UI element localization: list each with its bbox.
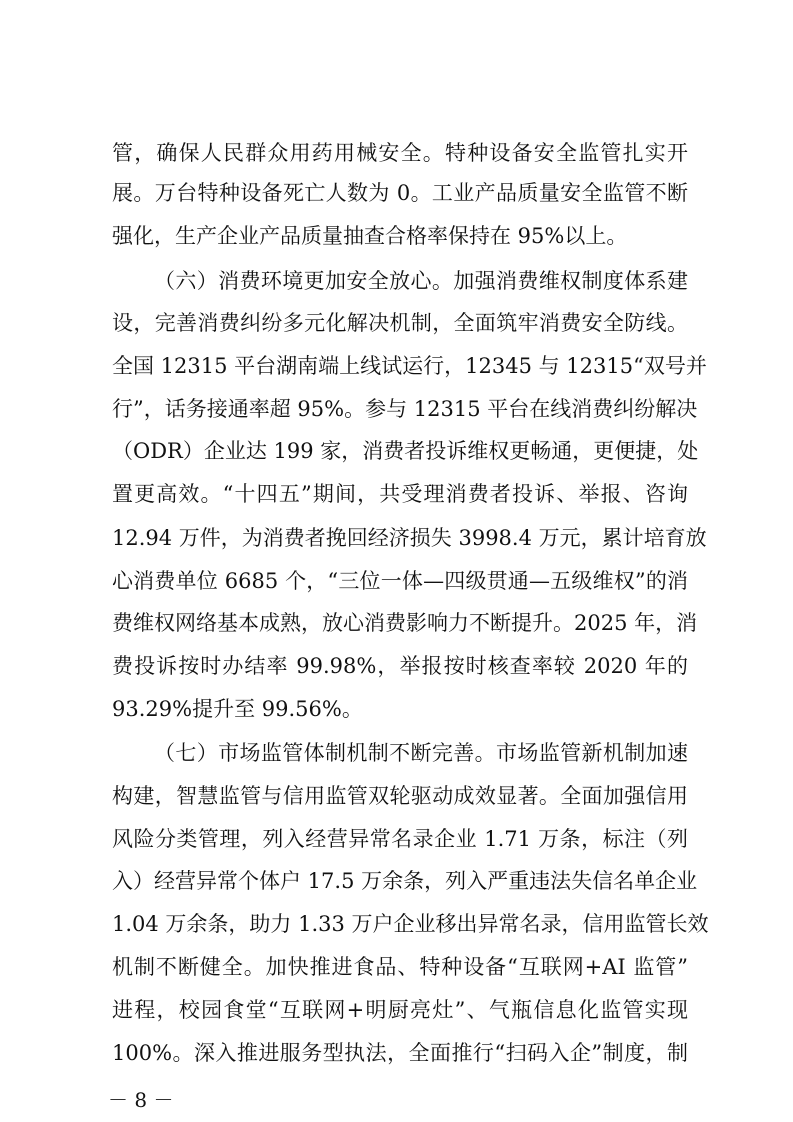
text-line: 管，确保人民群众用药用械安全。特种设备安全监管扎实开 [112,141,688,165]
page-number: － 8 － [108,1088,174,1112]
text-line: 强化，生产企业产品质量抽查合格率保持在 95%以上。 [112,224,628,248]
text-line: 设，完善消费纠纷多元化解决机制，全面筑牢消费安全防线。 [112,311,688,335]
text-line: 行”，话务接通率超 95%。参与 12315 平台在线消费纠纷解决 [112,397,698,421]
text-line: （ODR）企业达 199 家，消费者投诉维权更畅通，更便捷，处 [112,439,699,463]
text-line: 展。万台特种设备死亡人数为 0。工业产品质量安全监管不断 [112,181,688,205]
text-line: 机制不断健全。加快推进食品、特种设备“互联网+AI 监管” [112,955,688,979]
text-line: 构建，智慧监管与信用监管双轮驱动成效显著。全面加强信用 [112,784,688,808]
text-line: （七）市场监管体制机制不断完善。市场监管新机制加速 [154,741,688,765]
text-line: 100%。深入推进服务型执法，全面推行“扫码入企”制度，制 [112,1041,688,1065]
text-line: 1.04 万余条，助力 1.33 万户企业移出异常名录，信用监管长效 [112,912,709,936]
text-line: （六）消费环境更加安全放心。加强消费维权制度体系建 [154,269,688,293]
text-line: 费维权网络基本成熟，放心消费影响力不断提升。2025 年，消 [112,611,698,635]
text-line: 全国 12315 平台湖南端上线试运行，12345 与 12315“双号并 [112,354,707,378]
text-line: 置更高效。“十四五”期间，共受理消费者投诉、举报、咨询 [112,482,688,506]
text-line: 心消费单位 6685 个，“三位一体—四级贯通—五级维权”的消 [112,569,688,593]
text-line: 93.29%提升至 99.56%。 [112,697,363,721]
text-line: 费投诉按时办结率 99.98%，举报按时核查率较 2020 年的 [112,654,688,678]
text-line: 入）经营异常个体户 17.5 万余条，列入严重违法失信名单企业 [112,869,698,893]
text-line: 进程，校园食堂“互联网+明厨亮灶”、气瓶信息化监管实现 [112,998,688,1022]
text-line: 风险分类管理，列入经营异常名录企业 1.71 万条，标注（列 [112,827,688,851]
text-line: 12.94 万件，为消费者挽回经济损失 3998.4 万元，累计培育放 [112,526,707,550]
